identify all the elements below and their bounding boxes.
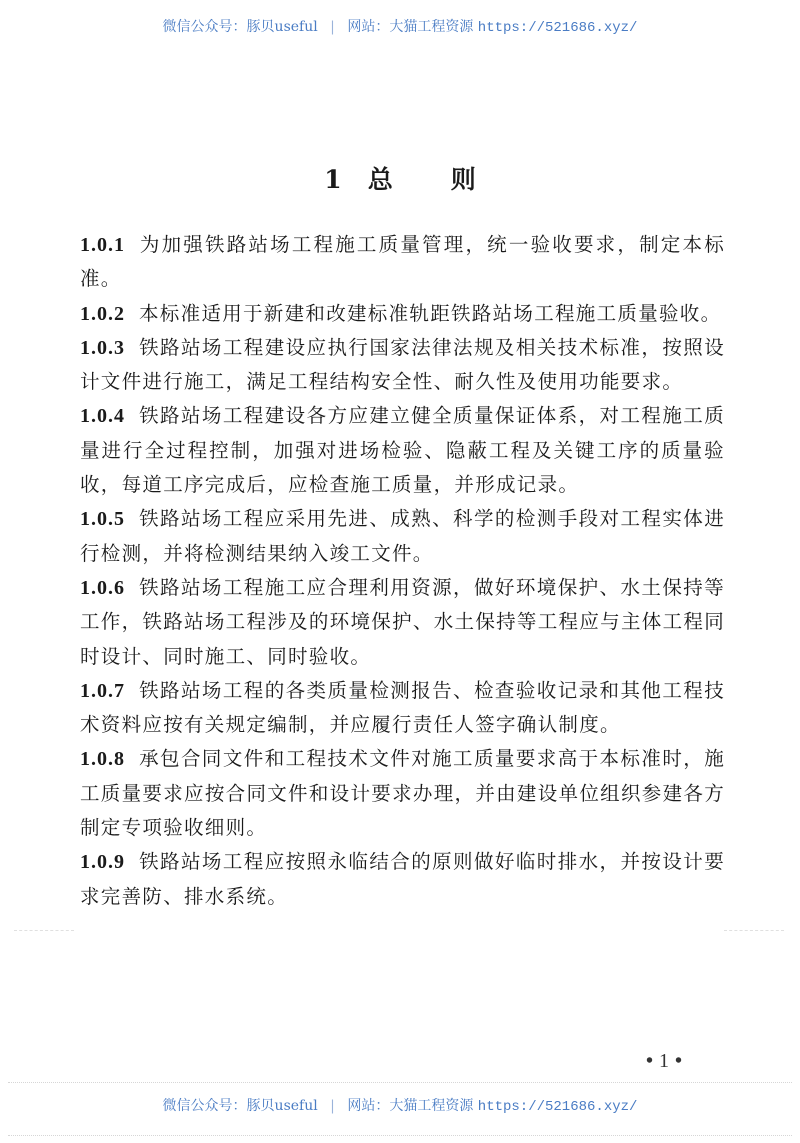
watermark-url-link[interactable]: https://521686.xyz/	[477, 20, 638, 36]
clause-1-0-6	[80, 571, 725, 674]
clause-text: 铁路站场工程应采用先进、成熟、科学的检测手段对工程实体进行检测，并将检测结果纳入竣工文件。	[80, 507, 725, 565]
clause-text: 铁路站场工程的各类质量检测报告、检查验收记录和其他工程技术资料应按有关规定编制，并应履行责任人签字确认制度。	[80, 678, 725, 737]
watermark-separator: |	[330, 19, 335, 35]
clause-number: 1.0.1	[80, 234, 125, 256]
clause-1-0-7	[80, 674, 725, 743]
clause-1-0-9	[80, 845, 725, 914]
page-number-value: 1	[659, 1050, 670, 1072]
clause-1-0-1	[80, 228, 725, 297]
clause-text: 铁路站场工程施工应合理利用资源，做好环境保护、水土保持等工作，铁路站场工程涉及的环境保护、水土保持等工程应与主体工程同时设计、同时施工、同时验收。	[80, 575, 725, 668]
chapter-title-char-2: 则	[450, 165, 476, 194]
clause-number: 1.0.4	[80, 405, 125, 428]
watermark-url-link[interactable]: https://521686.xyz/	[477, 1099, 638, 1115]
watermark-separator: |	[330, 1098, 335, 1114]
page-divider-bottom	[8, 1135, 792, 1136]
clause-number: 1.0.9	[80, 851, 125, 874]
clause-text: 铁路站场工程建设应执行国家法律法规及相关技术标准，按照设计文件进行施工，满足工程结构安全性、耐久性及使用功能要求。	[80, 335, 725, 394]
page-bullet-left: •	[646, 1050, 654, 1072]
clause-text: 承包合同文件和工程技术文件对施工质量要求高于本标准时，施工质量要求应按合同文件和设计要求办理，并由建设单位组织参建各方制定专项验收细则。	[80, 747, 725, 840]
scan-mark-right	[724, 930, 784, 931]
clause-text: 铁路站场工程应按照永临结合的原则做好临时排水，并按设计要求完善防、排水系统。	[80, 850, 725, 908]
watermark-header	[0, 16, 800, 36]
chapter-title-char-1: 总	[367, 165, 393, 194]
watermark-footer	[0, 1095, 800, 1115]
clause-number: 1.0.3	[80, 336, 125, 359]
clause-text: 铁路站场工程建设各方应建立健全质量保证体系，对工程施工质量进行全过程控制，加强对进场检验、隐蔽工程及关键工序的质量验收，每道工序完成后，应检查施工质量，并形成记录。	[80, 404, 725, 497]
clause-1-0-3	[80, 331, 725, 400]
clause-1-0-8	[80, 742, 725, 845]
document-body	[80, 228, 725, 914]
page-number	[640, 1050, 688, 1073]
chapter-number: 1	[324, 165, 342, 194]
page-bullet-right: •	[675, 1050, 683, 1072]
clause-1-0-4	[80, 399, 725, 502]
watermark-site-label: 网站：大猫工程资源	[347, 19, 474, 35]
chapter-title	[0, 160, 800, 196]
watermark-wechat-label: 微信公众号：豚贝useful	[162, 1098, 318, 1114]
clause-text: 本标准适用于新建和改建标准轨距铁路站场工程施工质量验收。	[139, 301, 722, 325]
page-divider-top	[8, 1082, 792, 1083]
clause-text: 为加强铁路站场工程施工质量管理，统一验收要求，制定本标准。	[80, 233, 725, 291]
watermark-site-label: 网站：大猫工程资源	[347, 1098, 474, 1114]
clause-number: 1.0.6	[80, 576, 125, 599]
clause-1-0-2	[80, 297, 725, 331]
clause-number: 1.0.8	[80, 748, 125, 771]
clause-number: 1.0.5	[80, 508, 125, 531]
scan-mark-left	[14, 930, 74, 931]
clause-number: 1.0.2	[80, 302, 125, 325]
watermark-wechat-label: 微信公众号：豚贝useful	[162, 19, 318, 35]
clause-1-0-5	[80, 502, 725, 571]
clause-number: 1.0.7	[80, 679, 125, 702]
